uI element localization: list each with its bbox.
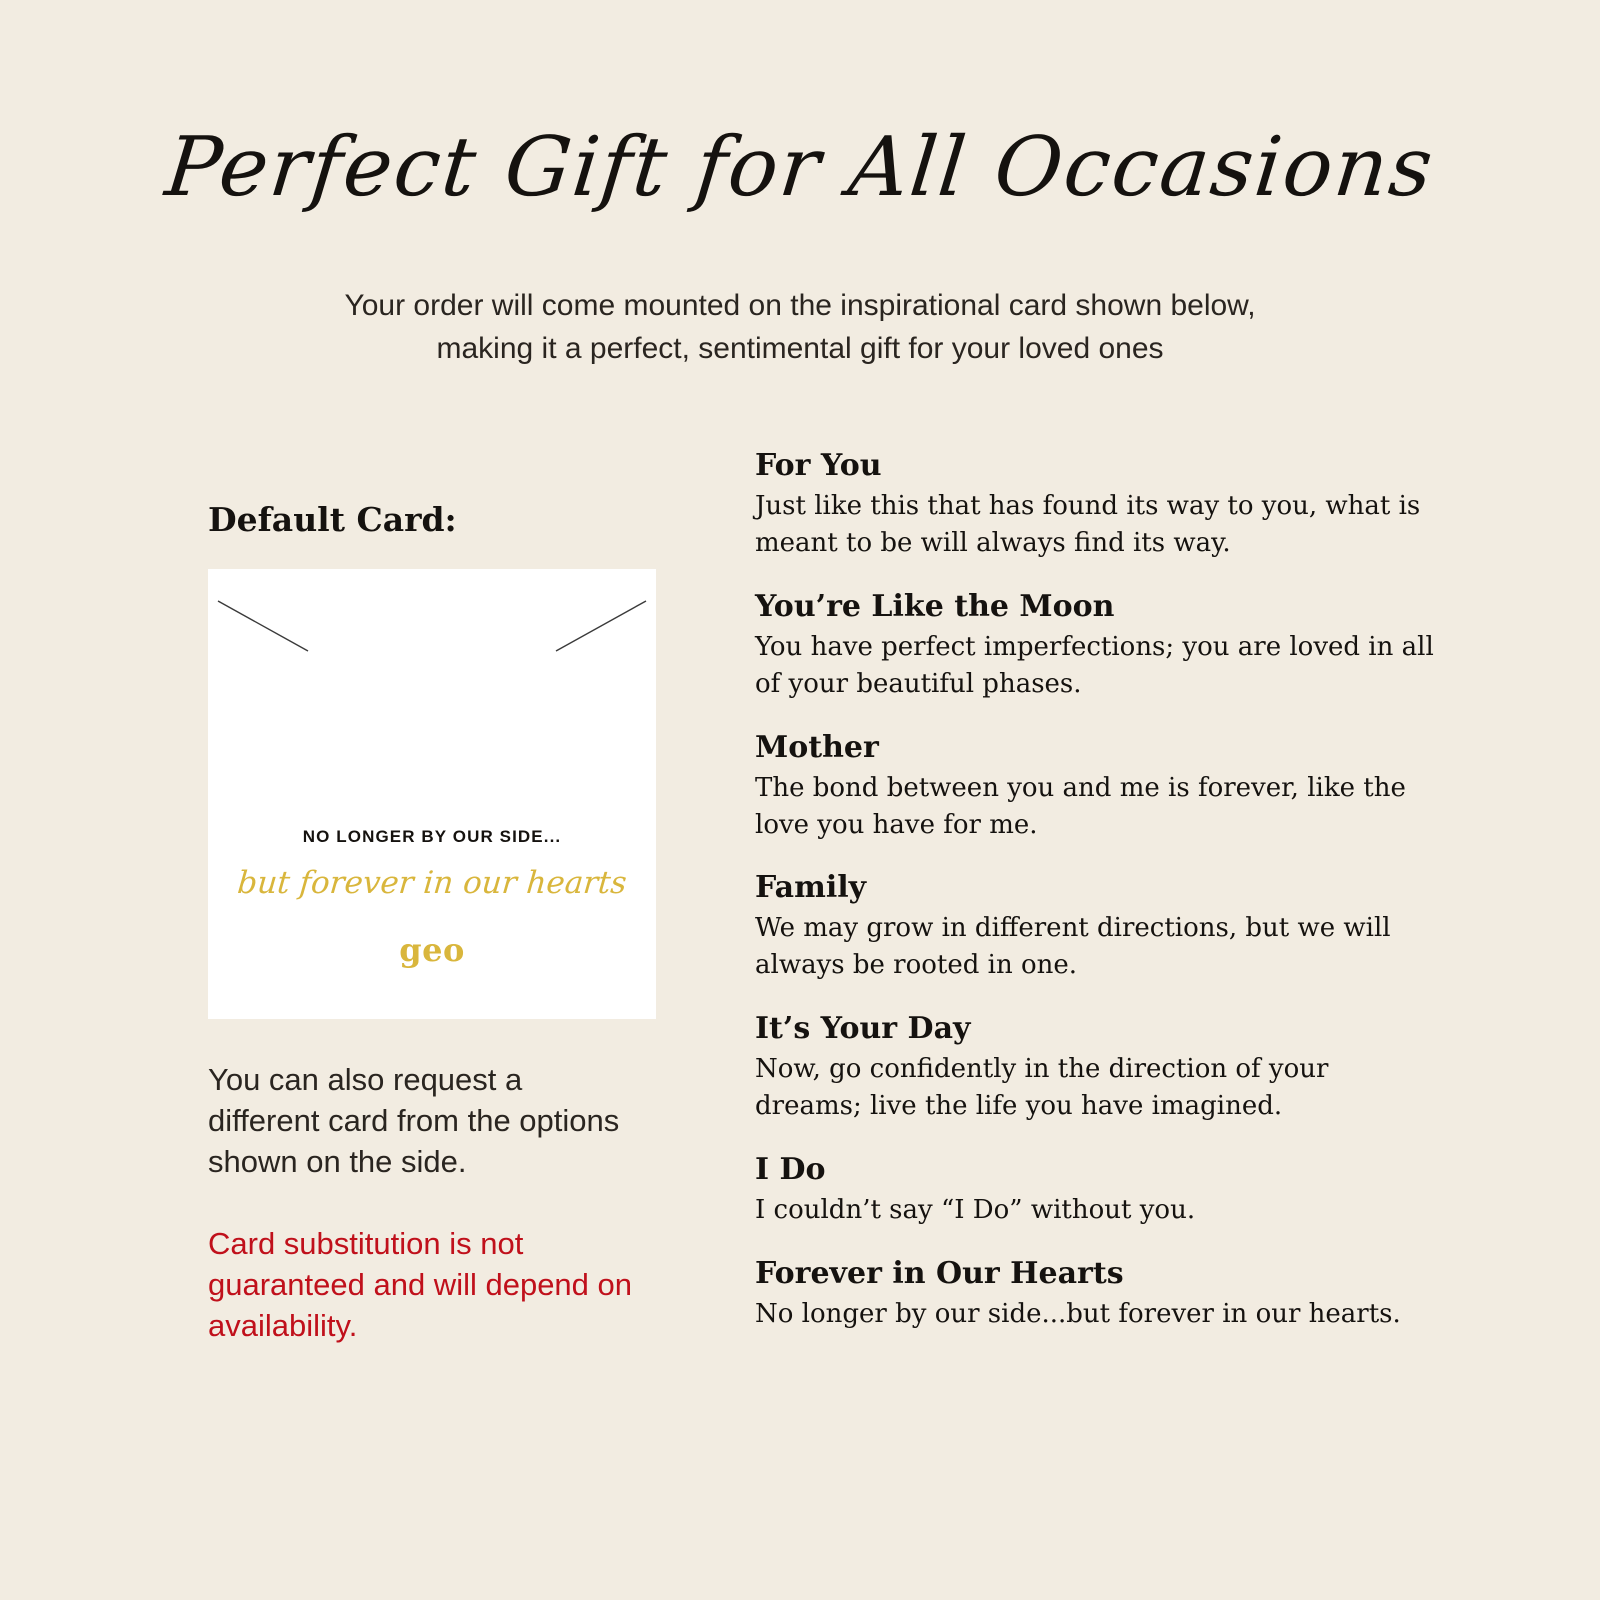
list-item xyxy=(755,870,1435,984)
card-option-title: Forever in Our Hearts xyxy=(755,1255,1124,1291)
card-brand-logo: geo xyxy=(399,931,465,969)
card-option-title: You’re Like the Moon xyxy=(755,588,1115,624)
list-item xyxy=(755,448,1435,562)
card-option-title: I Do xyxy=(755,1152,826,1188)
card-option-body: Just like this that has found its way to you, what is meant to be will always find its way. xyxy=(755,491,1421,558)
card-option-title: Family xyxy=(755,870,867,906)
card-option-title: For You xyxy=(755,448,882,483)
card-request-note: You can also request a different card from the options shown on the side. xyxy=(208,1062,620,1180)
card-options-list xyxy=(755,448,1435,1333)
card-caption-script: but forever in our hearts xyxy=(235,865,629,901)
card-option-title: It’s Your Day xyxy=(755,1011,971,1047)
page-subtitle-line-2: making it a perfect, sentimental gift for your loved ones xyxy=(436,331,1164,365)
list-item xyxy=(755,730,1435,844)
page-subtitle xyxy=(0,285,1600,370)
card-option-body: I couldn’t say “I Do” without you. xyxy=(755,1195,1196,1226)
card-option-body: We may grow in different directions, but we will always be rooted in one. xyxy=(755,913,1391,981)
default-card-section xyxy=(208,500,678,1346)
list-item xyxy=(755,589,1435,703)
card-option-body: You have perfect imperfections; you are loved in all of your beautiful phases. xyxy=(755,631,1434,699)
list-item xyxy=(755,1011,1435,1125)
card-substitution-warning: Card substitution is not guaranteed and will depend on availability. xyxy=(208,1225,633,1344)
card-notch-lines xyxy=(208,569,656,689)
page-subtitle-line-1: Your order will come mounted on the inspirational card shown below, xyxy=(344,289,1256,322)
card-option-body: The bond between you and me is forever, like the love you have for me. xyxy=(755,772,1406,840)
card-option-body: No longer by our side...but forever in our hearts. xyxy=(755,1298,1401,1329)
card-option-title: Mother xyxy=(755,729,879,765)
list-item xyxy=(755,1256,1435,1333)
default-card-preview xyxy=(208,569,656,1019)
card-option-body: Now, go confidently in the direction of your dreams; live the life you have imagined. xyxy=(755,1054,1329,1122)
page-title: Perfect Gift for All Occasions xyxy=(161,120,1439,215)
default-card-label: Default Card: xyxy=(208,500,457,539)
card-caption-top: NO LONGER BY OUR SIDE... xyxy=(302,827,562,846)
list-item xyxy=(755,1152,1435,1229)
